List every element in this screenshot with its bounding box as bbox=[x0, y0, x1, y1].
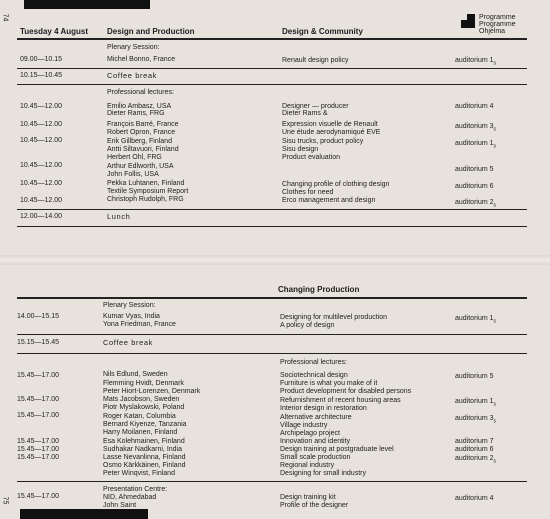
lectures-label: Professional lectures: bbox=[107, 89, 174, 96]
rule-2 bbox=[17, 84, 527, 85]
lecture-speaker: Osmo Kärkkäinen, Finland bbox=[103, 462, 186, 469]
lecture-topic: Alternative architecture bbox=[280, 414, 352, 421]
header-rule bbox=[17, 38, 527, 40]
lecture-topic: Designing for small industry bbox=[280, 470, 366, 477]
plenary-label: Plenary Session: bbox=[107, 44, 160, 51]
top-black-bar bbox=[24, 0, 150, 9]
lecture-speaker: Peter Winqvist, Finland bbox=[103, 470, 175, 477]
rule-7 bbox=[17, 481, 527, 482]
lecture-topic: Changing profile of clothing design bbox=[282, 181, 390, 188]
lecture-topic: Furniture is what you make of it bbox=[280, 380, 378, 387]
lecture-time: 15.45—17.00 bbox=[17, 372, 60, 379]
lecture-speaker: Roger Katan, Columbia bbox=[103, 413, 176, 420]
lecture-speaker: Flemming Hvidt, Denmark bbox=[103, 380, 184, 387]
page-fold bbox=[0, 255, 550, 265]
lecture-room: auditorium $3_s$ bbox=[455, 123, 497, 133]
lecture-topic: Design training at postgraduate level bbox=[280, 446, 394, 453]
centre-room: auditorium 4 bbox=[455, 495, 494, 502]
lecture-topic: Sisu design bbox=[282, 146, 319, 153]
plenary-topic-2: A policy of design bbox=[280, 322, 335, 329]
rule-6 bbox=[17, 353, 527, 354]
plenary-room-2: auditorium $1_s$ bbox=[455, 315, 497, 325]
centre-topic: Design training kit bbox=[280, 494, 336, 501]
lecture-topic: Clothes for need bbox=[282, 189, 334, 196]
plenary-speaker-2: Yona Friedman, France bbox=[103, 321, 176, 328]
lecture-time: 15.45—17.00 bbox=[17, 446, 60, 453]
rule-5 bbox=[17, 334, 527, 335]
lecture-time: 15.45—17.00 bbox=[17, 454, 60, 461]
page-number-bottom: 75 bbox=[1, 496, 9, 505]
rule-3 bbox=[17, 209, 527, 210]
lecture-speaker: Peter Hiort-Lorenzen, Denmark bbox=[103, 388, 201, 395]
lecture-time: 10.45—12.00 bbox=[20, 162, 63, 169]
lecture-topic: Innovation and identity bbox=[280, 438, 351, 445]
lecture-speaker: Herbert Ohl, FRG bbox=[107, 154, 162, 161]
lecture-room: auditorium 5 bbox=[455, 166, 494, 173]
lecture-speaker: John Follis, USA bbox=[107, 171, 159, 178]
centre-speaker: NID, Ahmedabad bbox=[103, 494, 157, 501]
lecture-speaker: Dieter Rams, FRG bbox=[107, 110, 165, 117]
lecture-time: 10.45—12.00 bbox=[20, 103, 63, 110]
coffee-label: Coffee break bbox=[107, 71, 158, 80]
lecture-topic: Dieter Rams & bbox=[282, 110, 328, 117]
lecture-topic: Expression visuelle de Renault bbox=[282, 121, 378, 128]
lecture-speaker: Pekka Luhtanen, Finland bbox=[107, 180, 185, 187]
lecture-room: auditorium $2_s$ bbox=[455, 199, 497, 209]
lecture-speaker: Nils Edlund, Sweden bbox=[103, 371, 168, 378]
lecture-room: auditorium 6 bbox=[455, 446, 494, 453]
lecture-time: 10.45—12.00 bbox=[20, 121, 63, 128]
logo-line-1: Programme bbox=[479, 14, 516, 21]
lecture-speaker: Christoph Rudolph, FRG bbox=[107, 196, 184, 203]
plenary-topic-2: Designing for multilevel production bbox=[280, 314, 387, 321]
lecture-speaker: Robert Opron, France bbox=[107, 129, 176, 136]
plenary-room: auditorium $1_s$ bbox=[455, 57, 497, 67]
lecture-time: 10.45—12.00 bbox=[20, 137, 63, 144]
lecture-room: auditorium 7 bbox=[455, 438, 494, 445]
plenary-topic: Renault design policy bbox=[282, 57, 349, 64]
lecture-time: 10.45—12.00 bbox=[20, 180, 63, 187]
plenary-label-2: Plenary Session: bbox=[103, 302, 156, 309]
lecture-room: auditorium $1_s$ bbox=[455, 140, 497, 150]
lecture-speaker: Esa Kolehmainen, Finland bbox=[103, 438, 185, 445]
lecture-speaker: Bernard Kiyenze, Tanzania bbox=[103, 421, 187, 428]
centre-speaker: John Saint bbox=[103, 502, 137, 509]
lecture-speaker: Harry Moilanen, Finland bbox=[103, 429, 178, 436]
lecture-speaker: Lasse Nevanlinna, Finland bbox=[103, 454, 186, 461]
lecture-topic: Designer — producer bbox=[282, 103, 349, 110]
coffee-time: 10.15—10.45 bbox=[20, 72, 63, 79]
lecture-topic: Regional industry bbox=[280, 462, 335, 469]
lecture-speaker: Piotr Myslakowski, Poland bbox=[103, 404, 185, 411]
lecture-time: 15.45—17.00 bbox=[17, 438, 60, 445]
logo-notch bbox=[461, 14, 467, 20]
lecture-time: 15.45—17.00 bbox=[17, 396, 60, 403]
lecture-speaker: Erik Gillberg, Finland bbox=[107, 138, 172, 145]
lectures-label-2: Professional lectures: bbox=[280, 359, 347, 366]
header-col2: Design and Production bbox=[107, 27, 195, 36]
lunch-time: 12.00—14.00 bbox=[20, 213, 63, 220]
lecture-time: 15.45—17.00 bbox=[17, 412, 60, 419]
lecture-topic: Une étude aerodynamiqué EVE bbox=[282, 129, 381, 136]
logo-line-3: Ohjelma bbox=[479, 28, 506, 35]
lecture-speaker: Mats Jacobson, Sweden bbox=[103, 396, 180, 403]
lecture-topic: Interior design in restoration bbox=[280, 405, 367, 412]
coffee-label-2: Coffee break bbox=[103, 338, 154, 347]
lecture-room: auditorium 4 bbox=[455, 103, 494, 110]
lecture-time: 10.45—12.00 bbox=[20, 197, 63, 204]
lecture-topic: Archipelago project bbox=[280, 430, 340, 437]
lunch-label: Lunch bbox=[107, 212, 131, 221]
header-col3: Design & Community bbox=[282, 27, 363, 36]
lecture-topic: Village industry bbox=[280, 422, 328, 429]
lecture-room: auditorium $2_s$ bbox=[455, 455, 497, 465]
section-rule bbox=[17, 297, 527, 299]
lecture-room: auditorium 5 bbox=[455, 373, 494, 380]
lecture-topic: Product evaluation bbox=[282, 154, 340, 161]
lecture-speaker: Antti Siltavuori, Finland bbox=[107, 146, 179, 153]
centre-time: 15.45—17.00 bbox=[17, 493, 60, 500]
lecture-topic: Sisu trucks, product policy bbox=[282, 138, 364, 145]
plenary-speaker: Michel Bonno, France bbox=[107, 56, 176, 63]
rule-1 bbox=[17, 68, 527, 69]
bottom-black-bar bbox=[20, 509, 148, 519]
coffee-time-2: 15.15—15.45 bbox=[17, 339, 60, 346]
lecture-topic: Erco management and design bbox=[282, 197, 376, 204]
rule-4 bbox=[17, 226, 527, 227]
lecture-room: auditorium 6 bbox=[455, 183, 494, 190]
centre-topic: Profile of the designer bbox=[280, 502, 349, 509]
lecture-speaker: Arthur Edlworth, USA bbox=[107, 163, 174, 170]
lecture-speaker: François Barré, France bbox=[107, 121, 179, 128]
page-number-top: 74 bbox=[1, 13, 9, 22]
plenary-speaker-2: Kumar Vyas, India bbox=[103, 313, 160, 320]
lecture-speaker: Emilio Ambasz, USA bbox=[107, 103, 172, 110]
lecture-room: auditorium $1_s$ bbox=[455, 398, 497, 408]
lecture-topic: Sociotechnical design bbox=[280, 372, 348, 379]
lecture-topic: Small scale production bbox=[280, 454, 351, 461]
plenary-time: 09.00—10.15 bbox=[20, 56, 63, 63]
lecture-room: auditorium $3_s$ bbox=[455, 415, 497, 425]
header-date: Tuesday 4 August bbox=[20, 27, 89, 36]
lecture-speaker: Sudhakar Nadkarni, India bbox=[103, 446, 182, 453]
lecture-topic: Refurnishment of recent housing areas bbox=[280, 397, 401, 404]
lecture-speaker: Textile Symposium Report bbox=[107, 188, 189, 195]
logo-line-2: Programme bbox=[479, 21, 516, 28]
lecture-topic: Product development for disabled persons bbox=[280, 388, 412, 395]
centre-label: Presentation Centre: bbox=[103, 486, 168, 493]
plenary-time-2: 14.00—15.15 bbox=[17, 313, 60, 320]
section-title: Changing Production bbox=[278, 285, 360, 294]
